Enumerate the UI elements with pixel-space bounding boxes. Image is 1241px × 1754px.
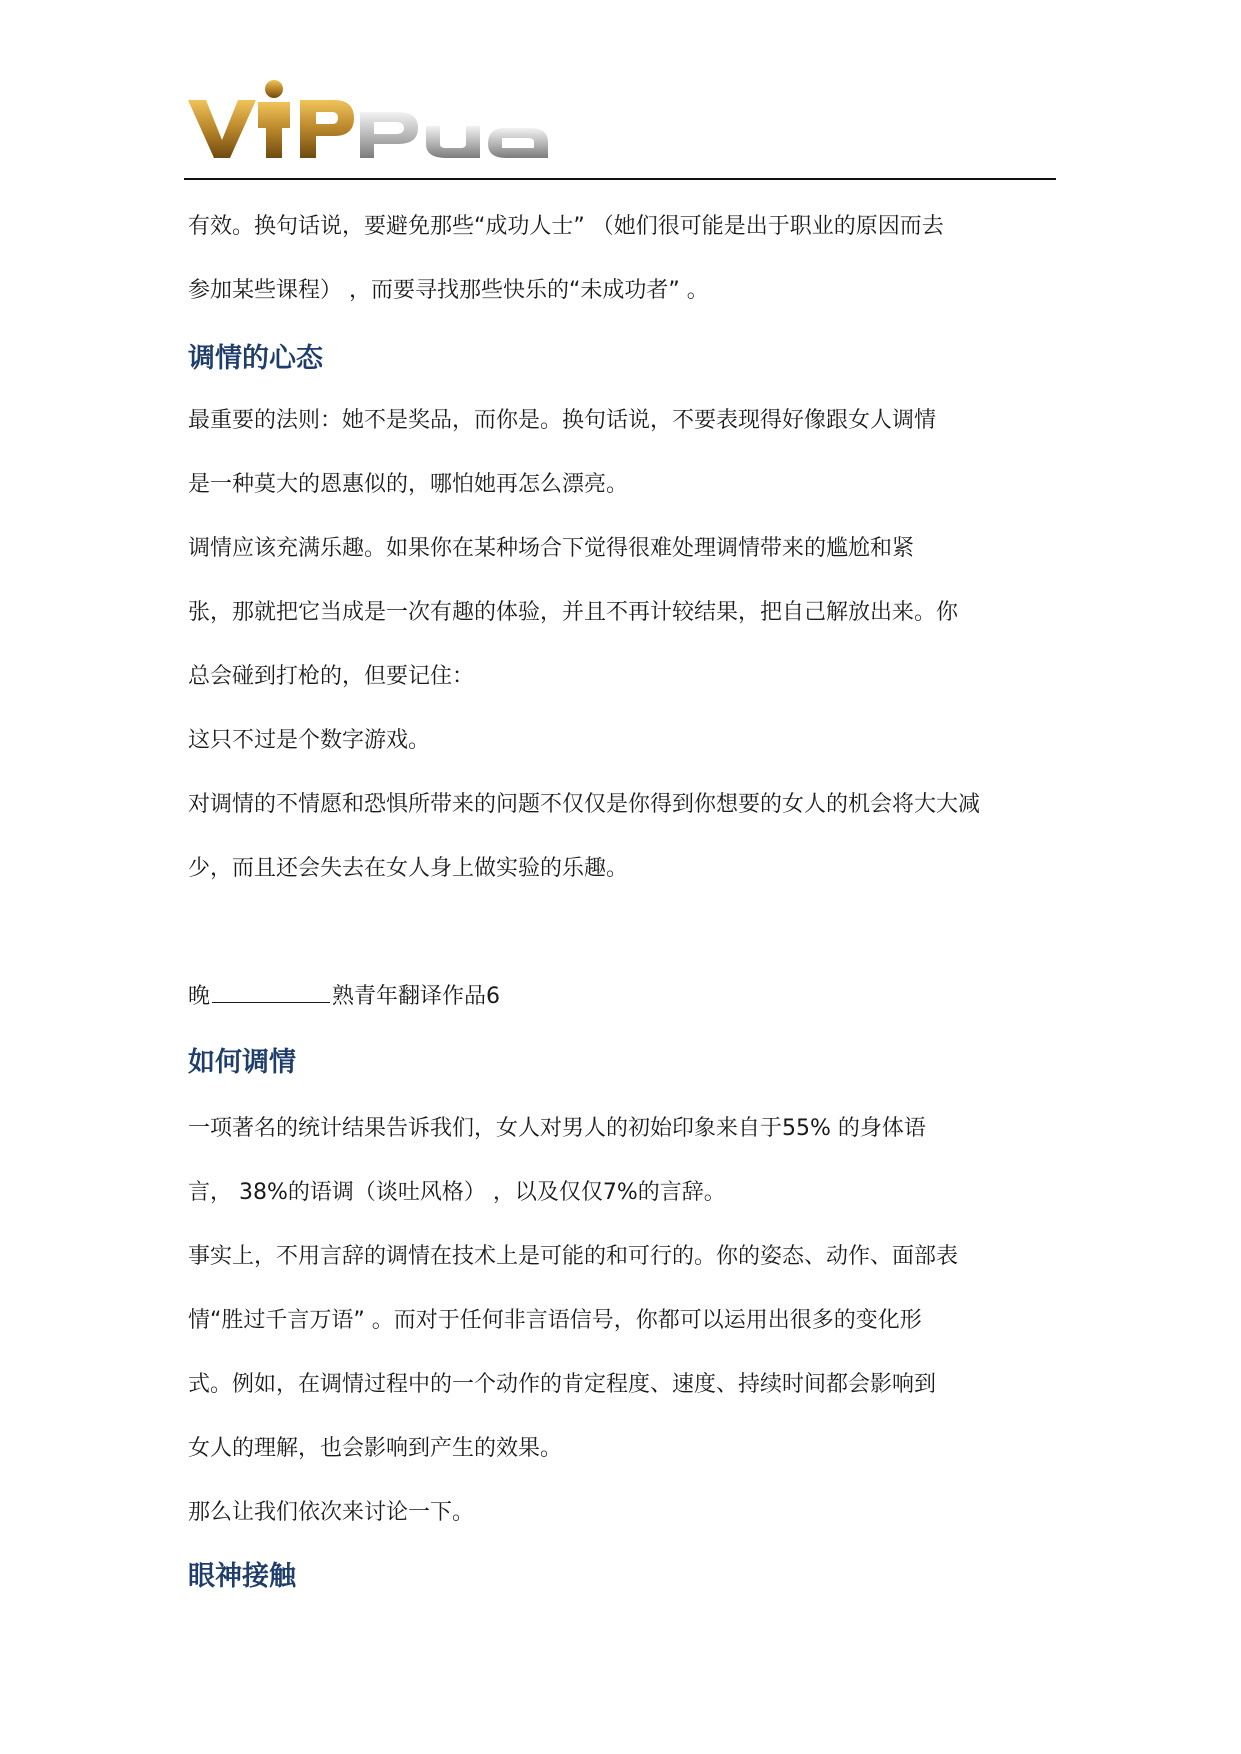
header-divider	[184, 178, 1056, 180]
fact-line-2: 情“胜过千言万语” 。而对于任何非言语信号，你都可以运用出很多的变化形	[188, 1308, 922, 1333]
rule-line-1: 最重要的法则：她不是奖品，而你是。换句话说，不要表现得好像跟女人调情	[188, 408, 937, 433]
heading-eye-contact: 眼神接触	[188, 1561, 296, 1592]
document-body	[188, 195, 1058, 1609]
numbers-game-line: 这只不过是个数字游戏。	[188, 728, 431, 753]
fact-line-1: 事实上，不用言辞的调情在技术上是可能的和可行的。你的姿态、动作、面部表	[188, 1244, 959, 1269]
fact-line-3: 式。例如，在调情过程中的一个动作的肯定程度、速度、持续时间都会影响到	[188, 1372, 937, 1397]
credit-prefix: 晚	[188, 984, 211, 1009]
fun-line-3: 总会碰到打枪的，但要记住：	[188, 664, 475, 689]
heading-flirting-mindset: 调情的心态	[188, 343, 323, 374]
heading-how-to-flirt: 如何调情	[188, 1047, 296, 1078]
fun-line-1: 调情应该充满乐趣。如果你在某种场合下觉得很难处理调情带来的尴尬和紧	[188, 536, 915, 561]
stat-line-2: 言， 38%的语调（谈吐风格） ，以及仅仅7%的言辞。	[188, 1180, 726, 1205]
vippua-logo	[184, 72, 554, 167]
discuss-line: 那么让我们依次来讨论一下。	[188, 1500, 475, 1525]
fear-line-2: 少，而且还会失去在女人身上做实验的乐趣。	[188, 856, 629, 881]
fear-line-1: 对调情的不情愿和恐惧所带来的问题不仅仅是你得到你想要的女人的机会将大大减	[188, 792, 981, 817]
fact-line-4: 女人的理解，也会影响到产生的效果。	[188, 1436, 563, 1461]
fun-line-2: 张，那就把它当成是一次有趣的体验，并且不再计较结果，把自己解放出来。你	[188, 600, 959, 625]
translator-credit	[188, 965, 1058, 1029]
intro-line-1: 有效。换句话说，要避免那些“成功人士” （她们很可能是出于职业的原因而去	[188, 214, 944, 239]
intro-line-2: 参加某些课程） ，而要寻找那些快乐的“未成功者” 。	[188, 278, 709, 303]
spacer	[188, 901, 1058, 965]
credit-blank	[212, 980, 330, 1003]
rule-line-2: 是一种莫大的恩惠似的，哪怕她再怎么漂亮。	[188, 472, 629, 497]
credit-suffix: 熟青年翻译作品6	[332, 984, 501, 1009]
stat-line-1: 一项著名的统计结果告诉我们，女人对男人的初始印象来自于55% 的身体语	[188, 1116, 926, 1141]
